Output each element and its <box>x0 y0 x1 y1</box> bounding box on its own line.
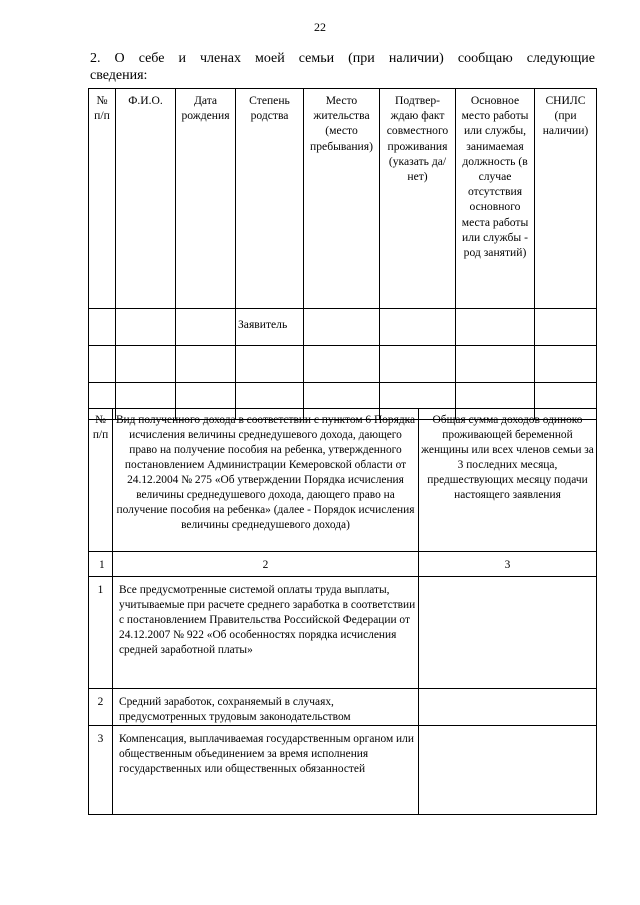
header-number: № п/п <box>89 409 113 552</box>
header-number: № п/п <box>89 89 116 309</box>
header-total-income: Общая сумма доходов одиноко проживающей беременной женщины или всех членов семьи за 3 последних месяца, предшествующих месяцу подачи настоящего заявления <box>419 409 597 552</box>
cell[interactable] <box>176 309 236 346</box>
income-table <box>88 408 597 815</box>
cell[interactable] <box>116 346 176 383</box>
header-cohabitation: Подтвер-ждаю факт совместного проживания (указать да/нет) <box>380 89 456 309</box>
amount-cell[interactable] <box>419 577 597 689</box>
cell[interactable] <box>380 309 456 346</box>
cell[interactable] <box>304 346 380 383</box>
family-members-table <box>88 88 597 420</box>
header-birth-date: Дата рождения <box>176 89 236 309</box>
income-type-text: Компенсация, выплачиваемая государственным органом или общественным объединением за время исполнения государственных или общественных обязанностей <box>113 726 419 815</box>
table-row <box>89 577 597 689</box>
cell[interactable] <box>116 309 176 346</box>
amount-cell[interactable] <box>419 726 597 815</box>
row-number: 2 <box>89 689 113 726</box>
header-full-name: Ф.И.О. <box>116 89 176 309</box>
cell[interactable] <box>176 346 236 383</box>
cell[interactable] <box>456 346 535 383</box>
intro-line-2: сведения: <box>90 68 148 83</box>
table-header-row <box>89 89 597 309</box>
income-type-text: Все предусмотренные системой оплаты труда выплаты, учитываемые при расчете среднего заработка в соответствии с постановлением Правительства Российской Федерации от 24.12.2007 № 922 «Об особенностях порядка исчисления средней заработной платы» <box>113 577 419 689</box>
amount-cell[interactable] <box>419 689 597 726</box>
header-income-type: Вид полученного дохода в соответствии с пунктом 6 Порядка исчисления величины среднедушевого дохода, дающего право на получение пособия на ребенка, утвержденного постановлением Администрации Кемеровской области от 24.12.2004 № 275 «Об утверждении Порядка исчисления величины среднедушевого дохода, дающего право на получение пособия на ребенка» (далее - Порядок исчисления величины среднедушевого дохода) <box>113 409 419 552</box>
cell[interactable] <box>535 346 597 383</box>
row-number: 1 <box>89 577 113 689</box>
header-workplace: Основное место работы или службы, занимаемая должность (в случае отсутствия основного места работы или службы - род занятий) <box>456 89 535 309</box>
cell[interactable] <box>89 346 116 383</box>
column-number: 3 <box>419 552 597 577</box>
cell[interactable] <box>535 309 597 346</box>
cell[interactable] <box>236 346 304 383</box>
income-type-text: Средний заработок, сохраняемый в случаях, предусмотренных трудовым законодательством <box>113 689 419 726</box>
table-row <box>89 689 597 726</box>
table-row <box>89 309 597 346</box>
header-residence: Место жительства (место пребывания) <box>304 89 380 309</box>
column-numbers-row <box>89 552 597 577</box>
table-header-row <box>89 409 597 552</box>
cell[interactable] <box>456 309 535 346</box>
table-row <box>89 726 597 815</box>
table-row <box>89 346 597 383</box>
cell[interactable] <box>304 309 380 346</box>
column-number: 1 <box>89 552 113 577</box>
cell-applicant: Заявитель <box>236 309 304 346</box>
header-relationship: Степень родства <box>236 89 304 309</box>
header-snils: СНИЛС (при наличии) <box>535 89 597 309</box>
page-number: 22 <box>314 20 326 34</box>
cell[interactable] <box>380 346 456 383</box>
column-number: 2 <box>113 552 419 577</box>
cell[interactable] <box>89 309 116 346</box>
row-number: 3 <box>89 726 113 815</box>
intro-line-1: 2. О себе и членах моей семьи (при наличии) сообщаю следующие <box>90 51 595 66</box>
